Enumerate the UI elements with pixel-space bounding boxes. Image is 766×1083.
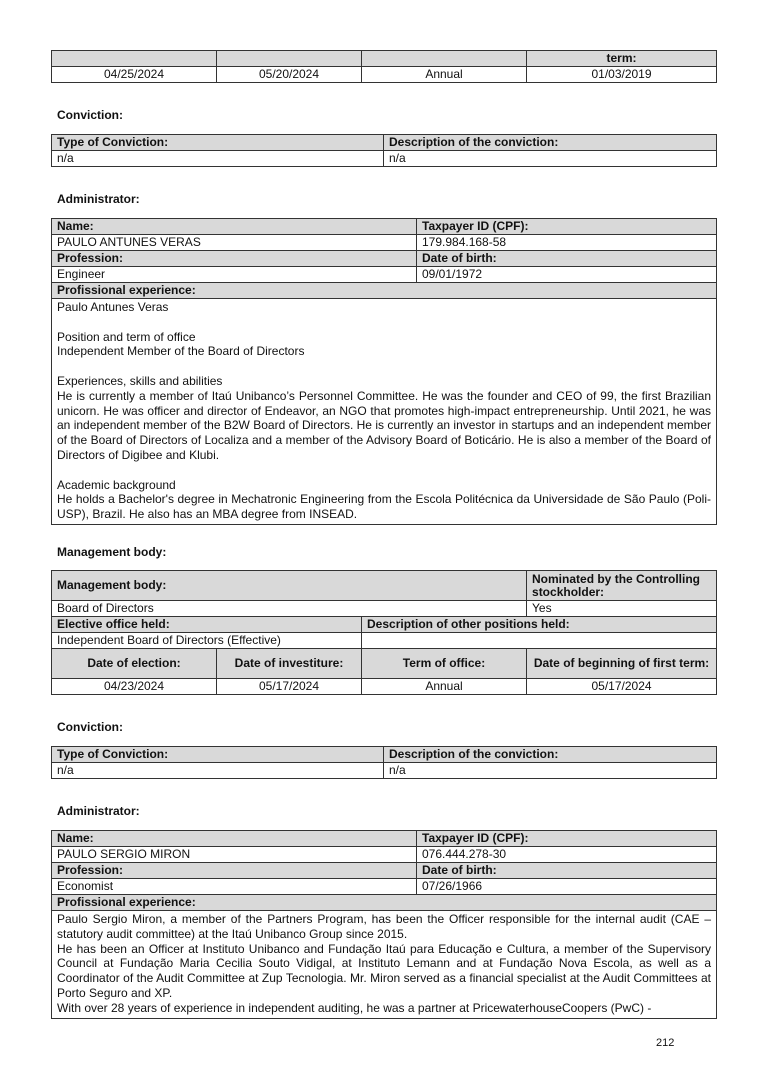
date-of-birth-label: Date of birth: bbox=[417, 251, 717, 267]
type-of-conviction-label: Type of Conviction: bbox=[52, 135, 384, 151]
page-number: 212 bbox=[656, 1037, 675, 1049]
nominated-label: Nominated by the Controlling stockholder: bbox=[527, 571, 717, 601]
date-first-term: 01/03/2019 bbox=[527, 67, 717, 83]
section-title-conviction-2: Conviction: bbox=[57, 720, 123, 734]
experience-paragraph: Paulo Sergio Miron, a member of the Partners Program, has been the Officer responsible for the internal audit (CAE – statutory audit committee) at the Itaú Unibanco Group since 2015. bbox=[57, 912, 711, 941]
administrator-table-2 bbox=[51, 830, 717, 1019]
header-cell-empty bbox=[217, 51, 362, 67]
skills-text: He is currently a member of Itaú Unibanco’s Personnel Committee. He was the founder and CEO of 99, the first Brazilian unicorn. He was officer and director of Endeavor, an NGO that promotes high-impact entrepreneurship. Until 2021, he was an independent member of the B2W Board of Directors. He is currently an investor in startups and an independent member of the Board of Directors of Localiza and a member of the Advisory Board of Boticário. He is also a member of the Board of Directors of Digibee and Klubi. bbox=[57, 388, 711, 462]
position-text: Independent Member of the Board of Directors bbox=[57, 344, 305, 359]
cpf-label: Taxpayer ID (CPF): bbox=[417, 831, 717, 847]
date-of-investiture: 05/17/2024 bbox=[217, 679, 362, 695]
term-table-top bbox=[51, 50, 717, 83]
academic-text: He holds a Bachelor's degree in Mechatronic Engineering from the Escola Politécnica da Universidade de São Paulo (Poli-USP), Brazil. He also has an MBA degree from INSEAD. bbox=[57, 492, 711, 522]
experience-text bbox=[52, 911, 717, 1019]
profession-label: Profession: bbox=[52, 251, 417, 267]
elective-office-value: Independent Board of Directors (Effective) bbox=[52, 633, 362, 649]
header-cell-empty bbox=[362, 51, 527, 67]
skills-heading: Experiences, skills and abilities bbox=[57, 373, 223, 388]
nominated-value: Yes bbox=[527, 601, 717, 617]
cpf-label: Taxpayer ID (CPF): bbox=[417, 219, 717, 235]
experience-person-name: Paulo Antunes Veras bbox=[57, 300, 169, 314]
date-of-birth-value: 07/26/1966 bbox=[417, 879, 717, 895]
term-of-office-label: Term of office: bbox=[362, 649, 527, 679]
date-of-election: 04/25/2024 bbox=[52, 67, 217, 83]
elective-office-label: Elective office held: bbox=[52, 617, 362, 633]
name-label: Name: bbox=[52, 831, 417, 847]
type-of-conviction-value: n/a bbox=[52, 151, 384, 167]
section-title-management-body: Management body: bbox=[57, 545, 167, 559]
position-heading: Position and term of office bbox=[57, 329, 196, 344]
other-positions-value bbox=[362, 633, 717, 649]
table-row bbox=[52, 679, 717, 695]
other-positions-label: Description of other positions held: bbox=[362, 617, 717, 633]
management-body-label: Management body: bbox=[52, 571, 527, 601]
section-title-administrator-2: Administrator: bbox=[57, 804, 140, 818]
administrator-cpf: 076.444.278-30 bbox=[417, 847, 717, 863]
administrator-table-1 bbox=[51, 218, 717, 525]
management-body-value: Board of Directors bbox=[52, 601, 527, 617]
academic-heading: Academic background bbox=[57, 477, 176, 492]
profession-label: Profession: bbox=[52, 863, 417, 879]
first-term-label: Date of beginning of first term: bbox=[527, 649, 717, 679]
term-of-office: Annual bbox=[362, 679, 527, 695]
experience-paragraph: With over 28 years of experience in independent auditing, he was a partner at PricewaterhouseCoopers (PwC) - bbox=[57, 1000, 652, 1015]
date-of-birth-value: 09/01/1972 bbox=[417, 267, 717, 283]
administrator-cpf: 179.984.168-58 bbox=[417, 235, 717, 251]
conviction-table-1 bbox=[51, 134, 717, 167]
profession-value: Engineer bbox=[52, 267, 417, 283]
header-cell-empty bbox=[52, 51, 217, 67]
administrator-name: PAULO ANTUNES VERAS bbox=[52, 235, 417, 251]
date-of-birth-label: Date of birth: bbox=[417, 863, 717, 879]
name-label: Name: bbox=[52, 219, 417, 235]
term-of-office: Annual bbox=[362, 67, 527, 83]
conviction-table-2 bbox=[51, 746, 717, 779]
management-body-table bbox=[51, 570, 717, 695]
date-of-investiture-label: Date of investiture: bbox=[217, 649, 362, 679]
header-term-partial: term: bbox=[527, 51, 717, 67]
description-of-conviction-value: n/a bbox=[384, 763, 717, 779]
section-title-conviction-1: Conviction: bbox=[57, 108, 123, 122]
description-of-conviction-value: n/a bbox=[384, 151, 717, 167]
administrator-name: PAULO SERGIO MIRON bbox=[52, 847, 417, 863]
section-title-administrator-1: Administrator: bbox=[57, 192, 140, 206]
profession-value: Economist bbox=[52, 879, 417, 895]
date-of-investiture: 05/20/2024 bbox=[217, 67, 362, 83]
experience-label: Profissional experience: bbox=[52, 895, 717, 911]
type-of-conviction-value: n/a bbox=[52, 763, 384, 779]
date-of-election-label: Date of election: bbox=[52, 649, 217, 679]
table-row bbox=[52, 67, 717, 83]
date-first-term: 05/17/2024 bbox=[527, 679, 717, 695]
experience-paragraph: He has been an Officer at Instituto Unibanco and Fundação Itaú para Educação e Cultura, a member of the Supervisory Council at Fundação Maria Cecilia Souto Vidigal, at Instituto Lemann and at Fundação Nova Escola, as well as a Coordinator of the Audit Committee at Zup Tecnologia. Mr. Miron served as a financial specialist at the Audit Committees at Porto Seguro and XP. bbox=[57, 941, 711, 1000]
experience-label: Profissional experience: bbox=[52, 283, 717, 299]
experience-text bbox=[52, 299, 717, 525]
description-of-conviction-label: Description of the conviction: bbox=[384, 135, 717, 151]
type-of-conviction-label: Type of Conviction: bbox=[52, 747, 384, 763]
description-of-conviction-label: Description of the conviction: bbox=[384, 747, 717, 763]
date-of-election: 04/23/2024 bbox=[52, 679, 217, 695]
